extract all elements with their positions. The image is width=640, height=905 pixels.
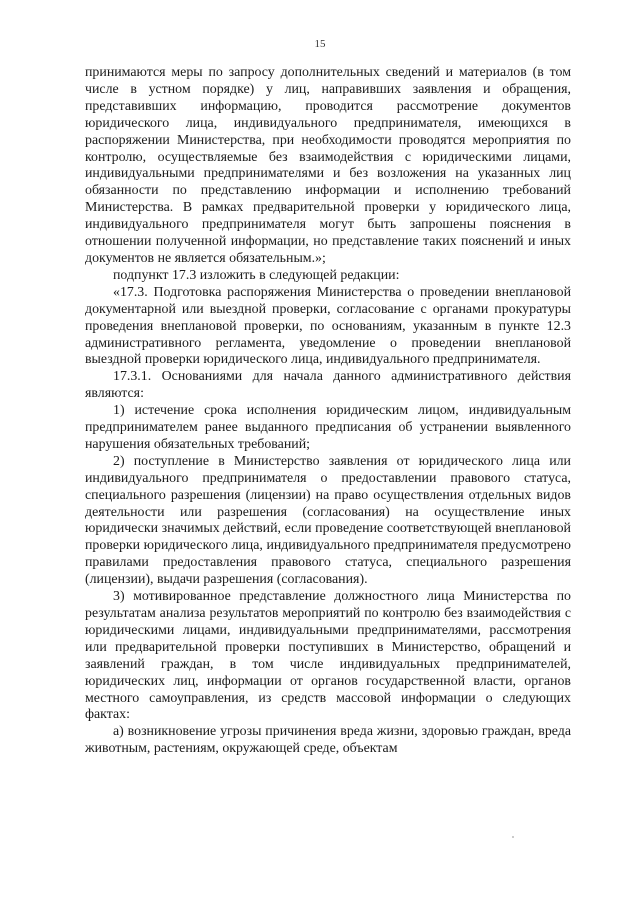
paragraph-subpoint-intro: подпункт 17.3 изложить в следующей редакции: (113, 267, 400, 283)
scan-artifact (512, 836, 514, 838)
paragraph-fact-a: а) возникновение угрозы причинения вреда жизни, здоровью граждан, вреда животным, растениям, окружающей среде, объектам (85, 724, 571, 757)
paragraph-continuation: принимаются меры по запросу дополнительных сведений и материалов (в том числе в устном порядке) у лиц, направивших заявления и обращения, представивших информацию, проводится рассмотрение документов юридического лица, индивидуального предпринимателя, имеющихся в распоряжении Министерства, при необходимости проводятся мероприятия по контролю, осуществляемые без взаимодействия с юридическими лицами, индивидуальными предпринимателями и без возложения на указанных лиц обязанности по представлению информации и исполнению требований Министерства. В рамках предварительной проверки у юридического лица, индивидуального предпринимателя могут быть запрошены пояснения в отношении полученной информации, но представление таких пояснений и иных документов не является обязательным.»; (85, 65, 571, 266)
paragraph-reason-1: 1) истечение срока исполнения юридическим лицом, индивидуальным предпринимателем ранее выданного предписания об устранении выявленного нарушения обязательных требований; (85, 403, 571, 452)
paragraph-item-17-3-1: 17.3.1. Основаниями для начала данного административного действия являются: (85, 369, 571, 402)
page-number: 15 (314, 38, 326, 50)
document-body (85, 65, 571, 758)
paragraph-item-17-3: «17.3. Подготовка распоряжения Министерства о проведении внеплановой документарной или выездной проверки, согласование с органами прокуратуры проведения внеплановой проверки, по основаниям, указанным в пункте 12.3 административного регламента, уведомление о проведении внеплановой выездной проверки юридического лица, индивидуального предпринимателя. (85, 284, 571, 368)
paragraph-reason-2: 2) поступление в Министерство заявления от юридического лица или индивидуального предпринимателя о предоставлении правового статуса, специального разрешения (лицензии) на право осуществления отдельных видов деятельности или разрешения (согласования) на осуществление иных юридически значимых действий, если проведение соответствующей внеплановой проверки юридического лица, индивидуального предпринимателя предусмотрено правилами предоставления правового статуса, специального разрешения (лицензии), выдачи разрешения (согласования). (85, 453, 571, 588)
paragraph-reason-3: 3) мотивированное представление должностного лица Министерства по результатам анализа результатов мероприятий по контролю без взаимодействия с юридическими лицами, индивидуальными предпринимателями, рассмотрения или предварительной проверки поступивших в Министерство, обращений и заявлений граждан, в том числе индивидуальных предпринимателей, юридических лиц, информации от органов государственной власти, органов местного самоуправления, из средств массовой информации о следующих фактах: (85, 589, 571, 723)
